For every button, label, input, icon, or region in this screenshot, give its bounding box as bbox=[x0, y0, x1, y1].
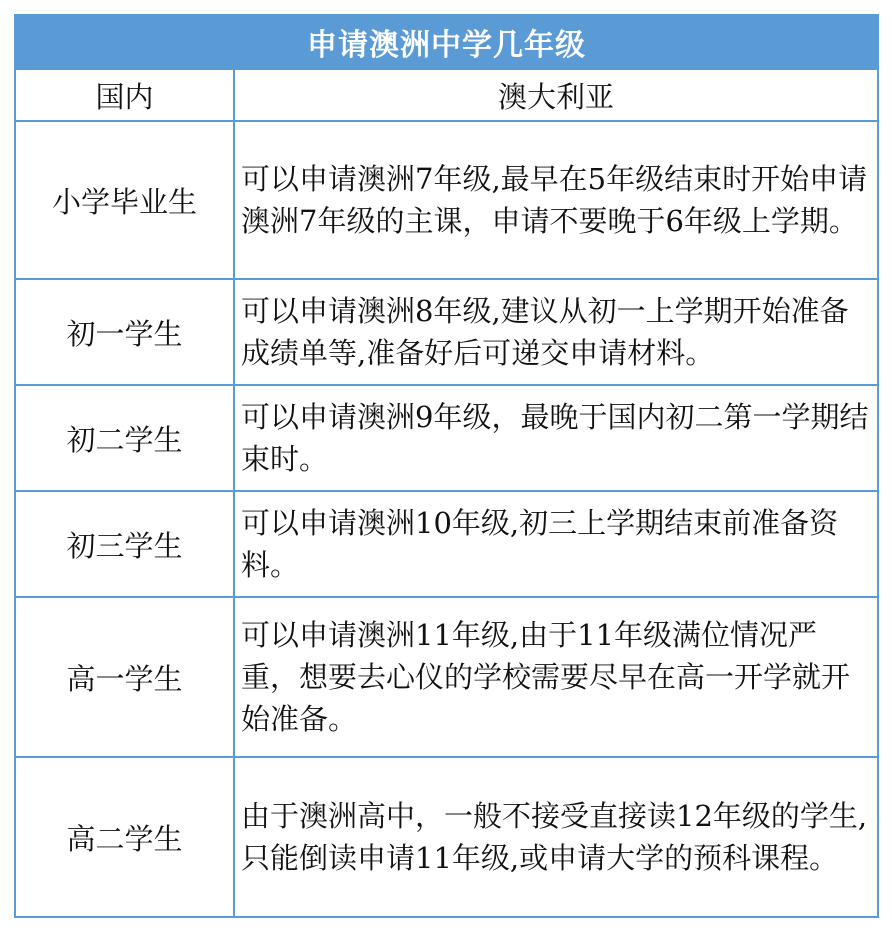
table-title: 申请澳洲中学几年级 bbox=[15, 15, 878, 69]
description-cell: 可以申请澳洲7年级,最早在5年级结束时开始申请澳洲7年级的主课，申请不要晚于6年级上学期。 bbox=[234, 121, 878, 279]
description-cell: 由于澳洲高中，一般不接受直接读12年级的学生,只能倒读申请11年级,或申请大学的预科课程。 bbox=[234, 757, 878, 917]
grade-cell: 初二学生 bbox=[15, 385, 234, 491]
grade-table bbox=[14, 14, 879, 918]
grade-cell: 小学毕业生 bbox=[15, 121, 234, 279]
table-row bbox=[15, 491, 878, 597]
description-cell: 可以申请澳洲8年级,建议从初一上学期开始准备成绩单等,准备好后可递交申请材料。 bbox=[234, 279, 878, 385]
description-cell: 可以申请澳洲10年级,初三上学期结束前准备资料。 bbox=[234, 491, 878, 597]
description-cell: 可以申请澳洲11年级,由于11年级满位情况严重，想要去心仪的学校需要尽早在高一开学就开始准备。 bbox=[234, 597, 878, 757]
table-row bbox=[15, 597, 878, 757]
header-australia: 澳大利亚 bbox=[234, 69, 878, 121]
header-row bbox=[15, 69, 878, 121]
table-row bbox=[15, 279, 878, 385]
header-domestic: 国内 bbox=[15, 69, 234, 121]
title-row bbox=[15, 15, 878, 69]
table-row bbox=[15, 757, 878, 917]
grade-cell: 初一学生 bbox=[15, 279, 234, 385]
grade-cell: 高二学生 bbox=[15, 757, 234, 917]
table-row bbox=[15, 385, 878, 491]
grade-cell: 初三学生 bbox=[15, 491, 234, 597]
table-row bbox=[15, 121, 878, 279]
grade-cell: 高一学生 bbox=[15, 597, 234, 757]
description-cell: 可以申请澳洲9年级，最晚于国内初二第一学期结束时。 bbox=[234, 385, 878, 491]
